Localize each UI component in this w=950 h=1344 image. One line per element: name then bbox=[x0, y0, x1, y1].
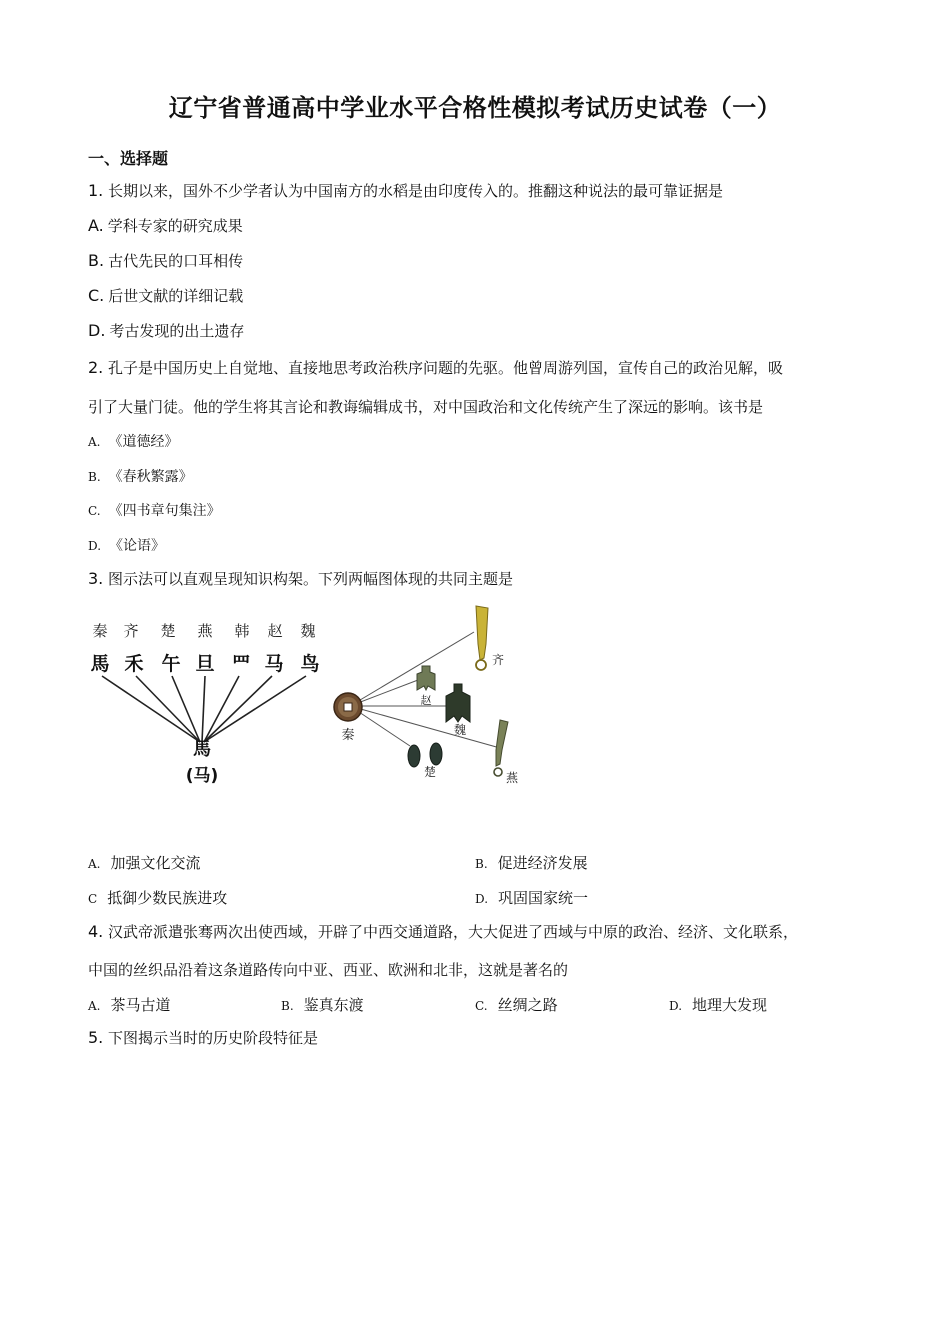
unified-glyph: 馬 bbox=[193, 739, 211, 760]
q1-option-c[interactable]: C. 后世文献的详细记载 bbox=[88, 286, 244, 305]
qin-coin bbox=[334, 693, 362, 721]
question-text: 下图揭示当时的历史阶段特征是 bbox=[108, 1029, 319, 1047]
ancient-glyph: 禾 bbox=[124, 653, 144, 675]
q2-option-b[interactable]: B. 《春秋繁露》 bbox=[88, 469, 193, 485]
q4-option-b[interactable]: B. 鉴真东渡 bbox=[281, 996, 364, 1014]
ancient-glyph: 马 bbox=[264, 653, 284, 675]
ancient-glyph: 午 bbox=[161, 653, 181, 675]
q3-option-b[interactable]: B. 促进经济发展 bbox=[475, 854, 588, 872]
q1-option-a[interactable]: A. 学科专家的研究成果 bbox=[88, 216, 243, 235]
question-3 bbox=[88, 568, 513, 589]
question-number: 1. bbox=[88, 181, 104, 200]
question-2-line2: 引了大量门徒。他的学生将其言论和教诲编辑成书，对中国政治和文化传统产生了深远的影响。该书是 bbox=[88, 398, 764, 416]
question-number: 4. bbox=[88, 922, 104, 941]
state-label: 燕 bbox=[197, 622, 213, 640]
q4-option-c[interactable]: C. 丝绸之路 bbox=[475, 996, 558, 1014]
question-1 bbox=[88, 180, 723, 201]
figure-currency-unification bbox=[326, 600, 526, 790]
figure-character-unification bbox=[84, 614, 334, 794]
q4-option-d[interactable]: D. 地理大发现 bbox=[669, 996, 768, 1014]
question-text: 长期以来，国外不少学者认为中国南方的水稻是由印度传入的。推翻这种说法的最可靠证据是 bbox=[108, 182, 724, 200]
q3-option-c[interactable]: C 抵御少数民族进攻 bbox=[88, 889, 228, 907]
section-heading: 一、选择题 bbox=[88, 149, 169, 168]
state-label: 韩 bbox=[234, 622, 250, 640]
question-text: 图示法可以直观呈现知识构架。下列两幅图体现的共同主题是 bbox=[108, 570, 514, 588]
ancient-glyph: 馬 bbox=[90, 653, 110, 675]
ancient-glyph: 罒 bbox=[231, 653, 251, 675]
page-title: 辽宁省普通高中学业水平合格性模拟考试历史试卷（一） bbox=[168, 94, 782, 122]
chu-antnose-coins bbox=[408, 743, 442, 767]
connector-lines bbox=[102, 676, 306, 742]
q2-option-d[interactable]: D. 《论语》 bbox=[88, 538, 166, 554]
state-label: 魏 bbox=[300, 622, 316, 640]
question-5 bbox=[88, 1027, 318, 1048]
state-label: 齐 bbox=[123, 622, 139, 640]
state-label: 秦 bbox=[92, 622, 108, 640]
ancient-glyph: 鸟 bbox=[300, 653, 320, 675]
question-number: 2. bbox=[88, 358, 104, 377]
zhao-spade-coin bbox=[417, 666, 435, 690]
yan-knife-coin bbox=[494, 720, 508, 776]
state-label: 赵 bbox=[267, 622, 283, 640]
ancient-glyph: 旦 bbox=[195, 653, 215, 675]
q4-option-a[interactable]: A. 茶马古道 bbox=[88, 996, 171, 1014]
q3-option-d[interactable]: D. 巩固国家统一 bbox=[475, 889, 589, 907]
currency-label-wei: 魏 bbox=[453, 723, 467, 737]
qi-knife-coin bbox=[476, 606, 488, 670]
q1-option-b[interactable]: B. 古代先民的口耳相传 bbox=[88, 251, 244, 270]
question-2 bbox=[88, 357, 783, 378]
currency-label-qi: 齐 bbox=[491, 653, 505, 667]
q3-option-a[interactable]: A. 加强文化交流 bbox=[88, 854, 201, 872]
question-4-line2: 中国的丝织品沿着这条道路传向中亚、西亚、欧洲和北非，这就是著名的 bbox=[88, 961, 569, 979]
currency-label-chu: 楚 bbox=[423, 765, 437, 779]
question-text-line1: 汉武帝派遣张骞两次出使西域，开辟了中西交通道路，大大促进了西域与中原的政治、经济、文化联系， bbox=[108, 923, 799, 941]
q2-option-c[interactable]: C. 《四书章句集注》 bbox=[88, 503, 221, 519]
question-number: 3. bbox=[88, 569, 104, 588]
question-4 bbox=[88, 921, 798, 942]
currency-label-yan: 燕 bbox=[505, 771, 519, 785]
wei-spade-coin bbox=[446, 684, 470, 722]
question-number: 5. bbox=[88, 1028, 104, 1047]
currency-connector-lines bbox=[350, 632, 500, 748]
unified-caption: (马) bbox=[185, 766, 219, 786]
q1-option-d[interactable]: D. 考古发现的出土遗存 bbox=[88, 321, 245, 340]
currency-label-qin: 秦 bbox=[341, 728, 355, 743]
currency-label-zhao: 赵 bbox=[420, 694, 432, 707]
q2-option-a[interactable]: A. 《道德经》 bbox=[88, 434, 179, 450]
question-text-line1: 孔子是中国历史上自觉地、直接地思考政治秩序问题的先驱。他曾周游列国，宣传自己的政治见解，吸 bbox=[108, 359, 784, 377]
state-label: 楚 bbox=[160, 622, 176, 640]
